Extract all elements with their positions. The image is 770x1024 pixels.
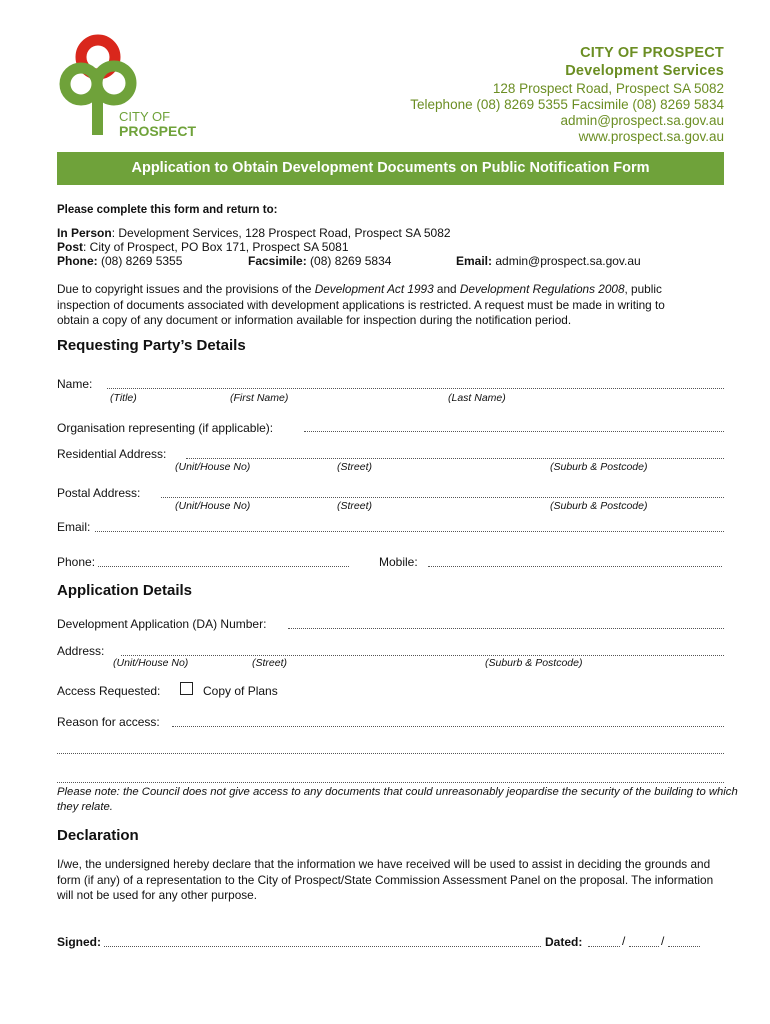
copy-of-plans-checkbox[interactable] xyxy=(180,682,193,695)
reason-field-line-1[interactable] xyxy=(172,714,724,727)
copyright-line-2: inspection of documents associated with development applications is restricted. A request must be made in writing to xyxy=(57,297,665,312)
email-label: Email: xyxy=(456,254,493,268)
name-field[interactable] xyxy=(107,376,724,389)
form-title-banner: Application to Obtain Development Documents on Public Notification Form xyxy=(57,152,724,185)
application-address-label: Address: xyxy=(57,644,105,658)
name-label: Name: xyxy=(57,377,93,391)
mobile-field[interactable] xyxy=(428,554,722,567)
da-number-field[interactable] xyxy=(288,616,724,629)
post-label: Post xyxy=(57,240,84,254)
application-unit-hint: (Unit/House No) xyxy=(113,657,189,669)
da-number-label: Development Application (DA) Number: xyxy=(57,617,267,631)
application-address-field[interactable] xyxy=(121,643,724,656)
org-phone-fax: Telephone (08) 8269 5355 Facsimile (08) 8269 5834 xyxy=(410,97,724,112)
phone-field[interactable] xyxy=(98,554,349,567)
copyright-post: , public xyxy=(624,282,662,296)
postal-address-label: Postal Address: xyxy=(57,486,141,500)
postal-street-hint: (Street) xyxy=(337,500,373,512)
last-name-hint: (Last Name) xyxy=(448,392,506,404)
email-field-label: Email: xyxy=(57,520,91,534)
phone-label: Phone: xyxy=(57,254,98,268)
in-person-value: : Development Services, 128 Prospect Road, Prospect SA 5082 xyxy=(111,226,451,240)
copyright-line-3: obtain a copy of any document or information available for inspection during the notification period. xyxy=(57,313,572,327)
security-note: Please note: the Council does not give access to any documents that could unreasonably jeopardise the security of the building to which they relate. xyxy=(57,786,738,813)
residential-suburb-hint: (Suburb & Postcode) xyxy=(550,461,648,473)
copyright-line-1 xyxy=(57,282,729,298)
phone-value: (08) 8269 5355 xyxy=(97,254,183,268)
org-website: www.prospect.sa.gov.au xyxy=(578,129,724,144)
declaration-section-title: Declaration xyxy=(57,827,139,844)
dated-label: Dated: xyxy=(545,935,583,949)
copyright-pre: Due to copyright issues and the provisions of the xyxy=(57,282,315,296)
regs-name: Development Regulations 2008 xyxy=(459,282,625,296)
email-value: admin@prospect.sa.gov.au xyxy=(492,254,641,268)
date-month-field[interactable] xyxy=(629,934,659,947)
application-street-hint: (Street) xyxy=(252,657,288,669)
org-name: CITY OF PROSPECT xyxy=(580,45,724,61)
date-separator-1: / xyxy=(622,934,626,948)
in-person-line xyxy=(57,226,451,240)
act-name: Development Act 1993 xyxy=(314,282,434,296)
copyright-mid: and xyxy=(433,282,460,296)
declaration-text: I/we, the undersigned hereby declare that the information we have received will be used to assist in deciding the grounds and form (if any) of a representation to the City of Prospect/State Commission Assessment Panel on the proposal. The information will not be used for any other purpose. xyxy=(57,857,714,902)
date-separator-2: / xyxy=(661,934,665,948)
org-email: admin@prospect.sa.gov.au xyxy=(560,113,724,128)
residential-address-field[interactable] xyxy=(186,446,724,459)
first-name-hint: (First Name) xyxy=(230,392,289,404)
reason-label: Reason for access: xyxy=(57,715,160,729)
signature-field[interactable] xyxy=(104,934,541,947)
email-line xyxy=(456,254,641,268)
return-heading: Please complete this form and return to: xyxy=(57,204,278,216)
postal-unit-hint: (Unit/House No) xyxy=(175,500,251,512)
access-requested-label: Access Requested: xyxy=(57,684,161,698)
org-dept: Development Services xyxy=(565,63,724,79)
svg-text:PROSPECT: PROSPECT xyxy=(119,123,197,139)
requesting-section-title: Requesting Party’s Details xyxy=(57,337,246,354)
fax-label: Facsimile: xyxy=(248,254,307,268)
date-day-field[interactable] xyxy=(588,934,620,947)
organisation-label: Organisation representing (if applicable): xyxy=(57,421,274,435)
organisation-field[interactable] xyxy=(304,419,724,432)
svg-text:CITY OF: CITY OF xyxy=(119,109,171,124)
copy-of-plans-label: Copy of Plans xyxy=(203,684,278,698)
phone-line xyxy=(57,254,182,268)
residential-street-hint: (Street) xyxy=(337,461,373,473)
email-field[interactable] xyxy=(95,519,724,532)
application-suburb-hint: (Suburb & Postcode) xyxy=(485,657,583,669)
org-address: 128 Prospect Road, Prospect SA 5082 xyxy=(492,81,724,96)
signed-label: Signed: xyxy=(57,935,101,949)
in-person-label: In Person xyxy=(57,226,112,240)
application-section-title: Application Details xyxy=(57,582,193,599)
fax-line xyxy=(248,254,391,268)
date-year-field[interactable] xyxy=(668,934,700,947)
postal-address-field[interactable] xyxy=(161,485,724,498)
reason-field-line-2[interactable] xyxy=(57,741,724,754)
copyright-paragraph xyxy=(57,282,729,329)
reason-field-line-3[interactable] xyxy=(57,770,724,783)
residential-unit-hint: (Unit/House No) xyxy=(175,461,251,473)
residential-address-label: Residential Address: xyxy=(57,447,167,461)
postal-suburb-hint: (Suburb & Postcode) xyxy=(550,500,648,512)
title-hint: (Title) xyxy=(110,392,137,404)
phone-field-label: Phone: xyxy=(57,555,96,569)
post-value: : City of Prospect, PO Box 171, Prospect SA 5081 xyxy=(83,240,349,254)
mobile-field-label: Mobile: xyxy=(379,555,418,569)
fax-value: (08) 8269 5834 xyxy=(306,254,392,268)
city-of-prospect-logo xyxy=(56,33,206,139)
post-line xyxy=(57,240,349,254)
